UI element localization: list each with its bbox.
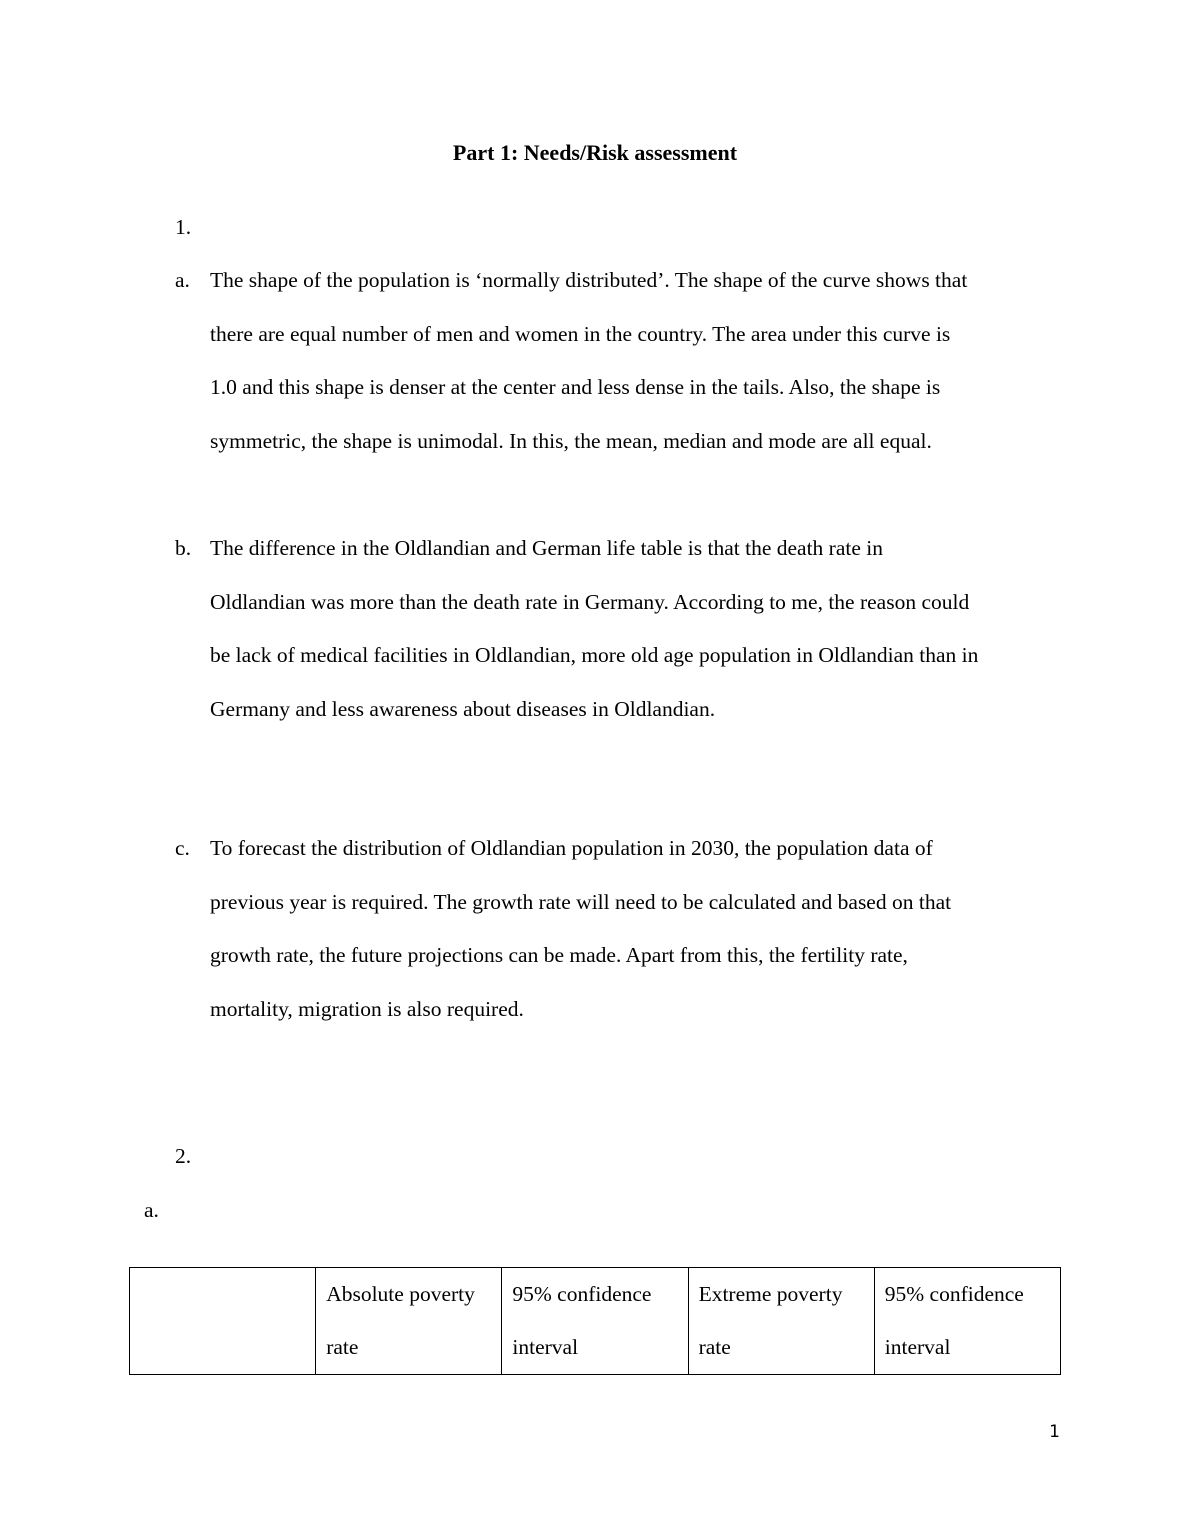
cell-line: Absolute poverty <box>326 1282 475 1306</box>
paragraph-line: previous year is required. The growth rate will need to be calculated and based on that <box>210 889 952 914</box>
poverty-table <box>129 1267 1061 1375</box>
paragraph-line: symmetric, the shape is unimodal. In this, the mean, median and mode are all equal. <box>210 428 932 453</box>
cell-line: 95% confidence <box>512 1282 652 1306</box>
section-2a-label: a. <box>144 1198 159 1222</box>
paragraph-line: Oldlandian was more than the death rate in Germany. According to me, the reason could <box>210 589 970 614</box>
list-item-1a <box>175 254 1055 468</box>
paragraph-line: growth rate, the future projections can be made. Apart from this, the fertility rate, <box>210 943 908 968</box>
paragraph-1b <box>210 522 1055 736</box>
cell-line: rate <box>698 1335 731 1359</box>
paragraph-1c <box>210 822 1055 1036</box>
paragraph-line: The difference in the Oldlandian and German life table is that the death rate in <box>210 536 883 560</box>
paragraph-line: Germany and less awareness about diseases in Oldlandian. <box>210 696 716 721</box>
table-header-cell <box>502 1268 688 1375</box>
paragraph-line: mortality, migration is also required. <box>210 996 524 1021</box>
page-title: Part 1: Needs/Risk assessment <box>452 140 738 165</box>
page-number: 1 <box>1049 1422 1060 1442</box>
cell-line: 95% confidence <box>884 1282 1024 1306</box>
cell-line: interval <box>512 1335 579 1359</box>
list-marker: a. <box>175 268 190 292</box>
paragraph-line: 1.0 and this shape is denser at the center and less dense in the tails. Also, the shape is <box>210 375 941 400</box>
paragraph-line: To forecast the distribution of Oldlandian population in 2030, the population data of <box>210 836 933 860</box>
table-header-cell <box>874 1268 1060 1375</box>
table-row <box>130 1268 1061 1375</box>
list-item-1c <box>175 822 1055 1036</box>
cell-line: rate <box>326 1335 359 1359</box>
paragraph-1a <box>210 254 1055 468</box>
section-2-number: 2. <box>175 1144 192 1168</box>
paragraph-line: The shape of the population is ‘normally distributed’. The shape of the curve shows that <box>210 268 968 292</box>
list-marker: b. <box>175 536 192 560</box>
cell-line: Extreme poverty <box>698 1282 843 1306</box>
table-cell <box>130 1268 316 1375</box>
table-header-cell <box>316 1268 502 1375</box>
paragraph-line: there are equal number of men and women in the country. The area under this curve is <box>210 321 951 346</box>
table-header-cell <box>688 1268 874 1375</box>
list-marker: c. <box>175 836 190 860</box>
cell-line: interval <box>884 1335 951 1359</box>
list-item-1b <box>175 522 1055 736</box>
paragraph-line: be lack of medical facilities in Oldlandian, more old age population in Oldlandian than in <box>210 643 979 668</box>
section-1-number: 1. <box>175 215 192 239</box>
